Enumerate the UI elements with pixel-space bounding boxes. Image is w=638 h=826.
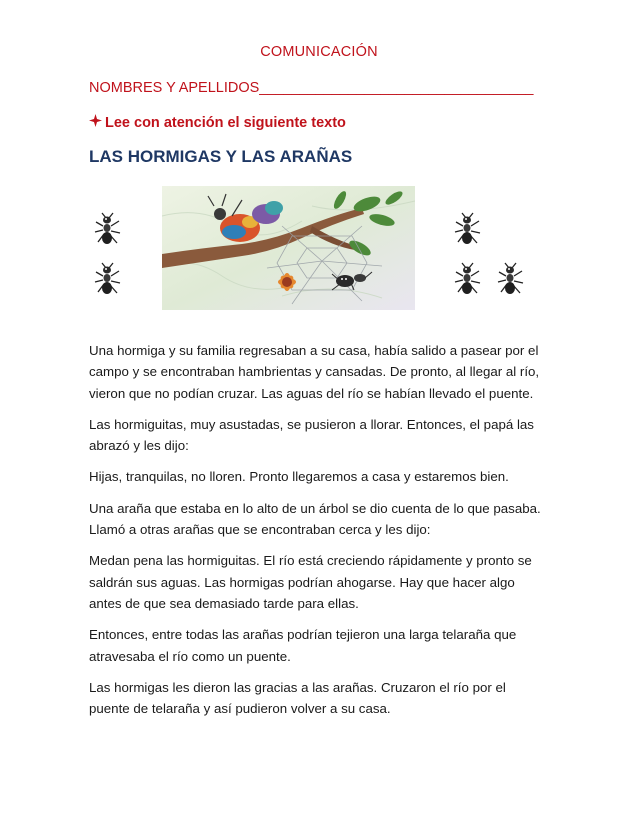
subject-heading: COMUNICACIÓN bbox=[260, 44, 378, 60]
instruction-line bbox=[89, 114, 346, 131]
ant-icon bbox=[453, 262, 483, 298]
names-field-label: NOMBRES Y APELLIDOS__________________________________ bbox=[89, 80, 534, 96]
ant-icon bbox=[496, 262, 526, 298]
story-body bbox=[89, 340, 549, 729]
story-paragraph: Las hormigas les dieron las gracias a las arañas. Cruzaron el río por el puente de telaraña y así pudieron volver a su casa. bbox=[89, 679, 506, 717]
story-paragraph: Una hormiga y su familia regresaban a su casa, había salido a pasear por el campo y se encontraban hambrientas y cansadas. De pronto, al llegar al río, vieron que no podían cruzar. Las aguas del río se habían llevado el puente. bbox=[89, 343, 540, 401]
ants-spiders-web-illustration bbox=[162, 186, 415, 310]
story-paragraph: Hijas, tranquilas, no lloren. Pronto llegaremos a casa y estaremos bien. bbox=[89, 469, 509, 485]
story-title: LAS HORMIGAS Y LAS ARAÑAS bbox=[89, 147, 353, 166]
story-paragraph: Una araña que estaba en lo alto de un árbol se dio cuenta de lo que pasaba. Llamó a otras arañas que se encontraban cerca y les dijo: bbox=[89, 500, 541, 538]
story-paragraph: Medan pena las hormiguitas. El río está creciendo rápidamente y pronto se saldrán sus aguas. Las hormigas podrían ahogarse. Hay que hacer algo antes de que sea demasiado tarde para ellas. bbox=[89, 553, 532, 611]
ant-icon bbox=[93, 262, 123, 298]
ant-icon bbox=[93, 212, 123, 248]
diamond-bullet-icon bbox=[89, 114, 105, 131]
story-paragraph: Las hormiguitas, muy asustadas, se pusieron a llorar. Entonces, el papá las abrazó y les dijo: bbox=[89, 416, 534, 454]
story-paragraph: Entonces, entre todas las arañas podrían tejieron una larga telaraña que atravesaba el río como un puente. bbox=[89, 627, 517, 664]
instruction-text: Lee con atención el siguiente texto bbox=[105, 115, 346, 131]
ant-icon bbox=[453, 212, 483, 248]
